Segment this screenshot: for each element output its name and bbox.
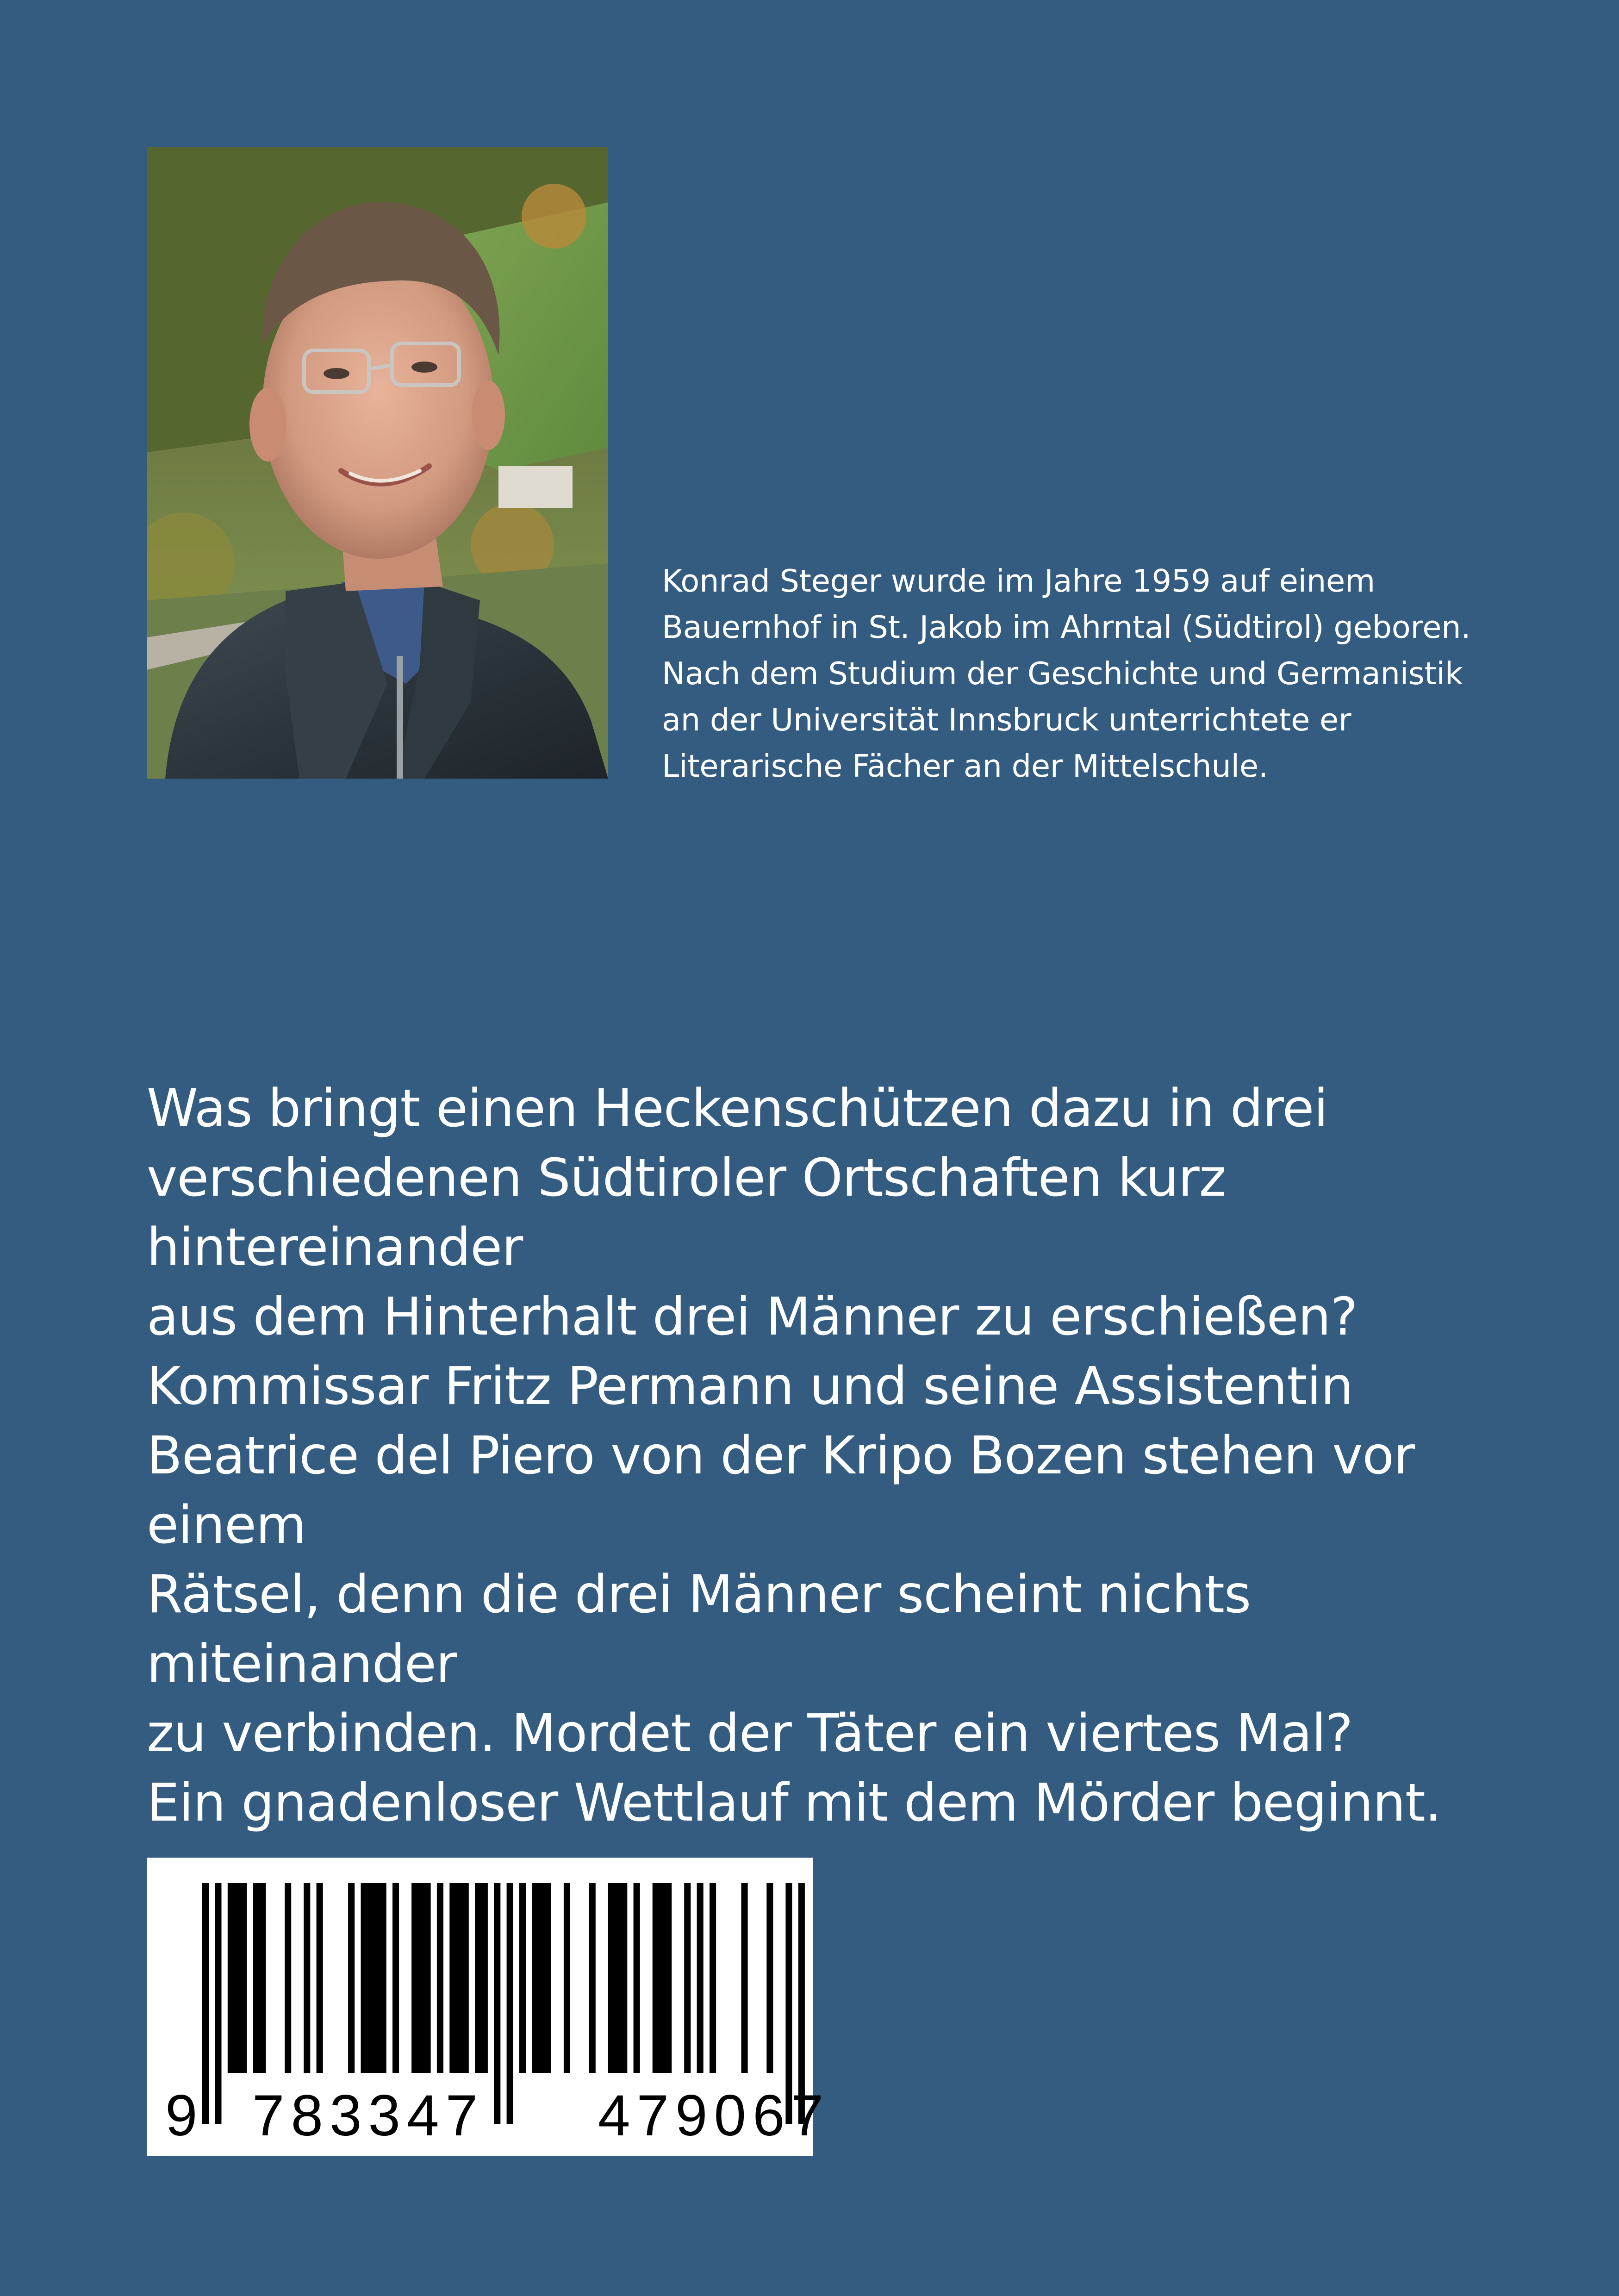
barcode-bar — [462, 1883, 469, 2073]
barcode-bar — [437, 1883, 443, 2073]
barcode-bar — [374, 1883, 380, 2073]
barcode-bar — [665, 1883, 672, 2073]
barcode-bar — [710, 1883, 716, 2073]
author-bio: Konrad Steger wurde im Jahre 1959 auf einem Bauernhof in St. Jakob im Ahrntal (Südtirol) geboren. Nach dem Studium der Geschichte und Germanistik an der Universität Innsbruck unterrichtete er Literarische Fächer an der Mittelschule. — [662, 563, 1471, 784]
barcode-bar — [367, 1883, 374, 2073]
barcode-bar — [449, 1883, 456, 2073]
barcode-bar — [589, 1883, 596, 2073]
barcode-bar — [564, 1883, 570, 2073]
barcode-bar — [608, 1883, 615, 2073]
barcode-bar — [634, 1883, 640, 2073]
isbn-barcode — [147, 1858, 830, 2156]
barcode-bar — [228, 1883, 234, 2073]
barcode-bar — [538, 1883, 545, 2073]
barcode-guard-bar — [494, 1883, 500, 2124]
barcode-bar — [456, 1883, 462, 2073]
barcode-bar — [253, 1883, 260, 2073]
barcode-bar — [240, 1883, 247, 2073]
barcode-guard-bar — [202, 1883, 209, 2124]
barcode-bar — [392, 1883, 399, 2073]
isbn-digits-left: 783347 — [252, 2084, 485, 2148]
barcode-bar — [285, 1883, 291, 2073]
barcode-bar — [234, 1883, 241, 2073]
barcode-bar — [481, 1883, 488, 2073]
barcode-bar — [411, 1883, 418, 2073]
barcode-bar — [348, 1883, 355, 2073]
barcode-bar — [684, 1883, 691, 2073]
barcode-bar — [259, 1883, 266, 2073]
barcode-guard-bar — [507, 1883, 513, 2124]
barcode-bar — [304, 1883, 310, 2073]
barcode-bar — [621, 1883, 627, 2073]
barcode-guard-bar — [215, 1883, 221, 2124]
barcode-bar — [424, 1883, 431, 2073]
barcode-bar — [317, 1883, 323, 2073]
isbn-digit-first: 9 — [165, 2084, 198, 2148]
barcode-bar — [475, 1883, 481, 2073]
barcode-bar — [653, 1883, 659, 2073]
barcode-bar — [361, 1883, 367, 2073]
barcode-bar — [659, 1883, 665, 2073]
barcode-bar — [532, 1883, 538, 2073]
barcode-bar — [418, 1883, 424, 2073]
barcode-bar — [519, 1883, 526, 2073]
barcode-bar — [615, 1883, 621, 2073]
barcode-bar — [380, 1883, 386, 2073]
barcode-bar — [697, 1883, 704, 2073]
book-blurb: Was bringt einen Heckenschützen dazu in drei verschiedenen Südtiroler Ortschaften kurz hintereinander aus dem Hinterhalt drei Männer zu erschießen? Kommissar Fritz Permann und seine Assistentin Beatrice del Piero von der Kripo Bozen stehen vor einem Rätsel, denn die drei Männer scheint nichts miteinander zu verbinden. Mordet der Täter ein viertes Mal? Ein gnadenloser Wettlauf mit dem Mörder beginnt. — [147, 1079, 1441, 1833]
barcode-bar — [741, 1883, 748, 2073]
barcode-bar — [545, 1883, 551, 2073]
barcode-bar — [766, 1883, 773, 2073]
isbn-digits-right: 479067 — [598, 2084, 830, 2148]
author-photo — [147, 147, 608, 779]
